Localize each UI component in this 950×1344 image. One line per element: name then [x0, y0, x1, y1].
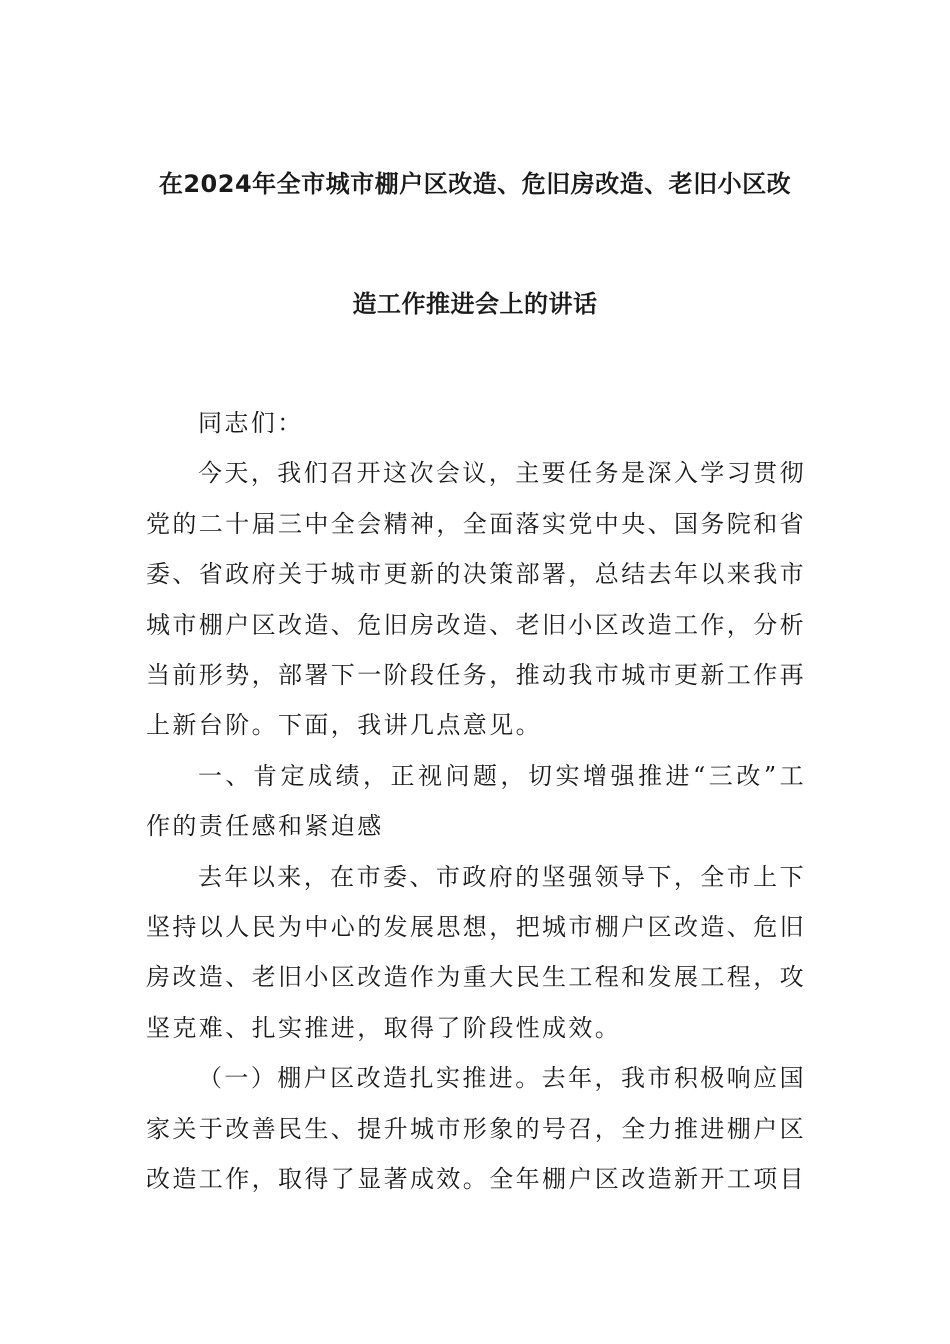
paragraph-shantytown: （一）棚户区改造扎实推进。去年，我市积极响应国家关于改善民生、提升城市形象的号召，全力推进棚户区改造工作，取得了显著成效。全年棚户区改造新开工项目 — [146, 1064, 806, 1194]
document-body — [146, 398, 806, 1205]
document-title-line-2: 造工作推进会上的讲话 — [352, 290, 598, 318]
document-title-line-1: 在2024年全市城市棚户区改造、危旧房改造、老旧小区改 — [158, 170, 792, 198]
paragraph-achievements: 去年以来，在市委、市政府的坚强领导下，全市上下坚持以人民为中心的发展思想，把城市棚户区改造、危旧房改造、老旧小区改造作为重大民生工程和发展工程，攻坚克难、扎实推进，取得了阶段性成效。 — [146, 862, 806, 1042]
paragraph-intro: 今天，我们召开这次会议，主要任务是深入学习贯彻党的二十届三中全会精神，全面落实党中央、国务院和省委、省政府关于城市更新的决策部署，总结去年以来我市城市棚户区改造、危旧房改造、老旧小区改造工作，分析当前形势，部署下一阶段任务，推动我市城市更新工作再上新台阶。下面，我讲几点意见。 — [146, 459, 806, 740]
salutation: 同志们： — [198, 409, 304, 437]
section-heading-1: 一、肯定成绩，正视问题，切实增强推进“三改”工作的责任感和紧迫感 — [146, 761, 806, 841]
